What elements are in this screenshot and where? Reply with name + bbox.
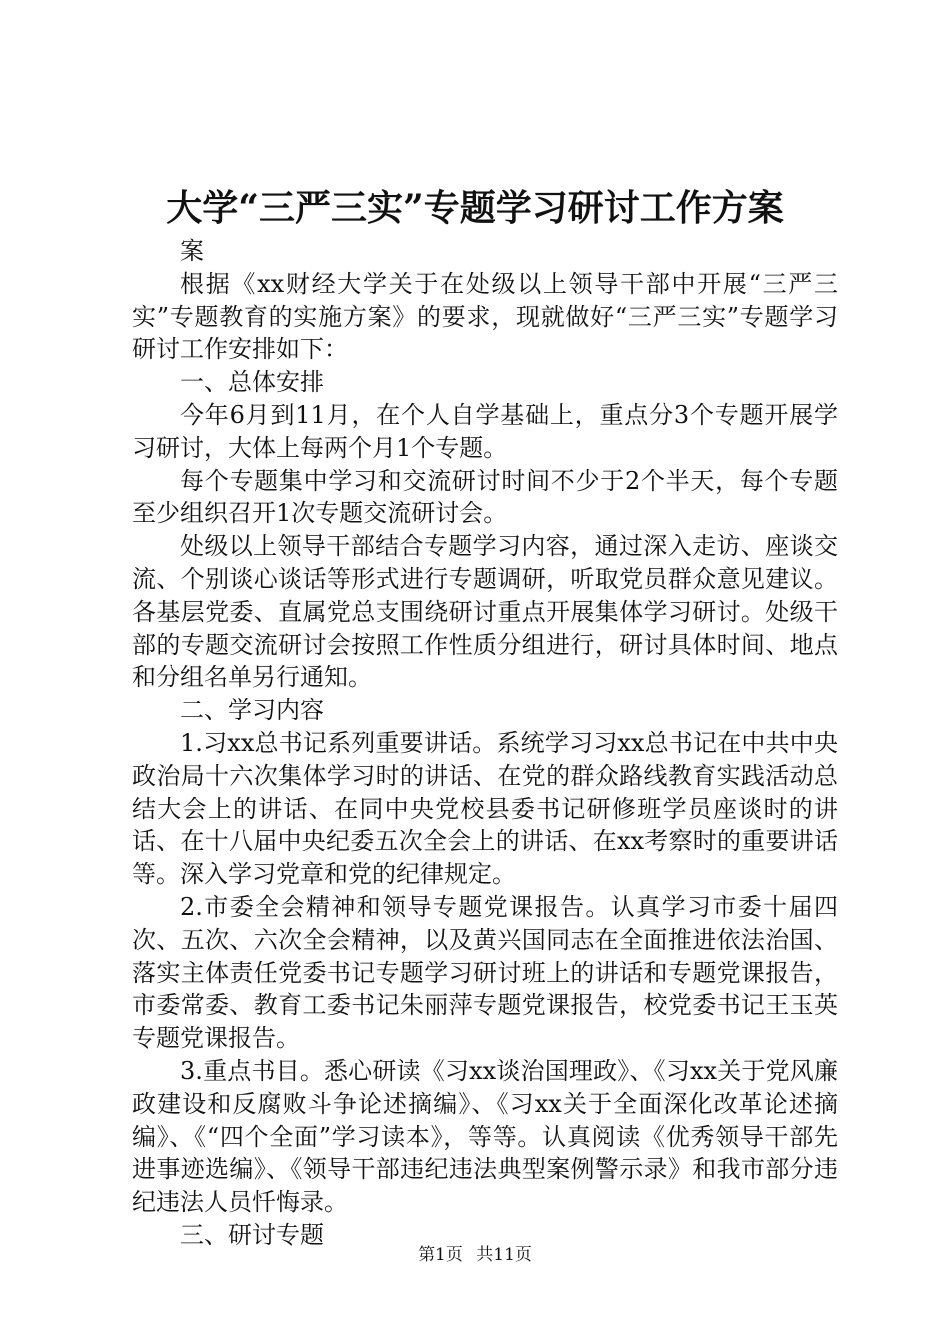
paragraph: 3.重点书目。悉心研读《习xx谈治国理政》、《习xx关于党风廉政建设和反腐败斗争论述摘编》、《习xx关于全面深化改革论述摘编》、《“四个全面”学习读本》，等等。认真阅读《优秀领导干部先进事迹选编》、《领导干部违纪违法典型案例警示录》和我市部分违纪违法人员忏悔录。 [132,1056,838,1217]
paragraph: 案 [180,237,204,265]
document-title: 大学“三严三实”专题学习研讨工作方案 [166,187,784,229]
page-total: 共11页 [476,1245,532,1265]
paragraph: 今年6月到11月，在个人自学基础上，重点分3个专题开展学习研讨，大体上每两个月1个专题。 [132,400,838,462]
page-number: 第1页 [418,1245,463,1265]
paragraph: 2.市委全会精神和领导专题党课报告。认真学习市委十届四次、五次、六次全会精神，以及黄兴国同志在全面推进依法治国、落实主体责任党委书记专题学习研讨班上的讲话和专题党课报告，市委常委、教育工委书记朱丽萍专题党课报告，校党委书记王玉英专题党课报告。 [132,892,838,1053]
section-heading: 三、研讨专题 [180,1220,324,1249]
section-heading: 一、总体安排 [180,368,324,397]
paragraph: 1.习xx总书记系列重要讲话。系统学习习xx总书记在中共中央政治局十六次集体学习时的讲话、在党的群众路线教育实践活动总结大会上的讲话、在同中央党校县委书记研修班学员座谈时的讲话、在十八届中央纪委五次全会上的讲话、在xx考察时的重要讲话等。深入学习党章和党的纪律规定。 [132,728,838,889]
paragraph: 每个专题集中学习和交流研讨时间不少于2个半天，每个专题至少组织召开1次专题交流研讨会。 [132,466,838,528]
paragraph: 处级以上领导干部结合专题学习内容，通过深入走访、座谈交流、个别谈心谈话等形式进行专题调研，听取党员群众意见建议。各基层党委、直属党总支围绕研讨重点开展集体学习研讨。处级干部的专题交流研讨会按照工作性质分组进行，研讨具体时间、地点和分组名单另行通知。 [132,532,838,692]
document-body [132,235,838,1252]
section-heading: 二、学习内容 [180,696,324,725]
paragraph: 根据《xx财经大学关于在处级以上领导干部中开展“三严三实”专题教育的实施方案》的要求，现就做好“三严三实”专题学习研讨工作安排如下： [132,269,838,364]
page-footer [0,1243,950,1267]
